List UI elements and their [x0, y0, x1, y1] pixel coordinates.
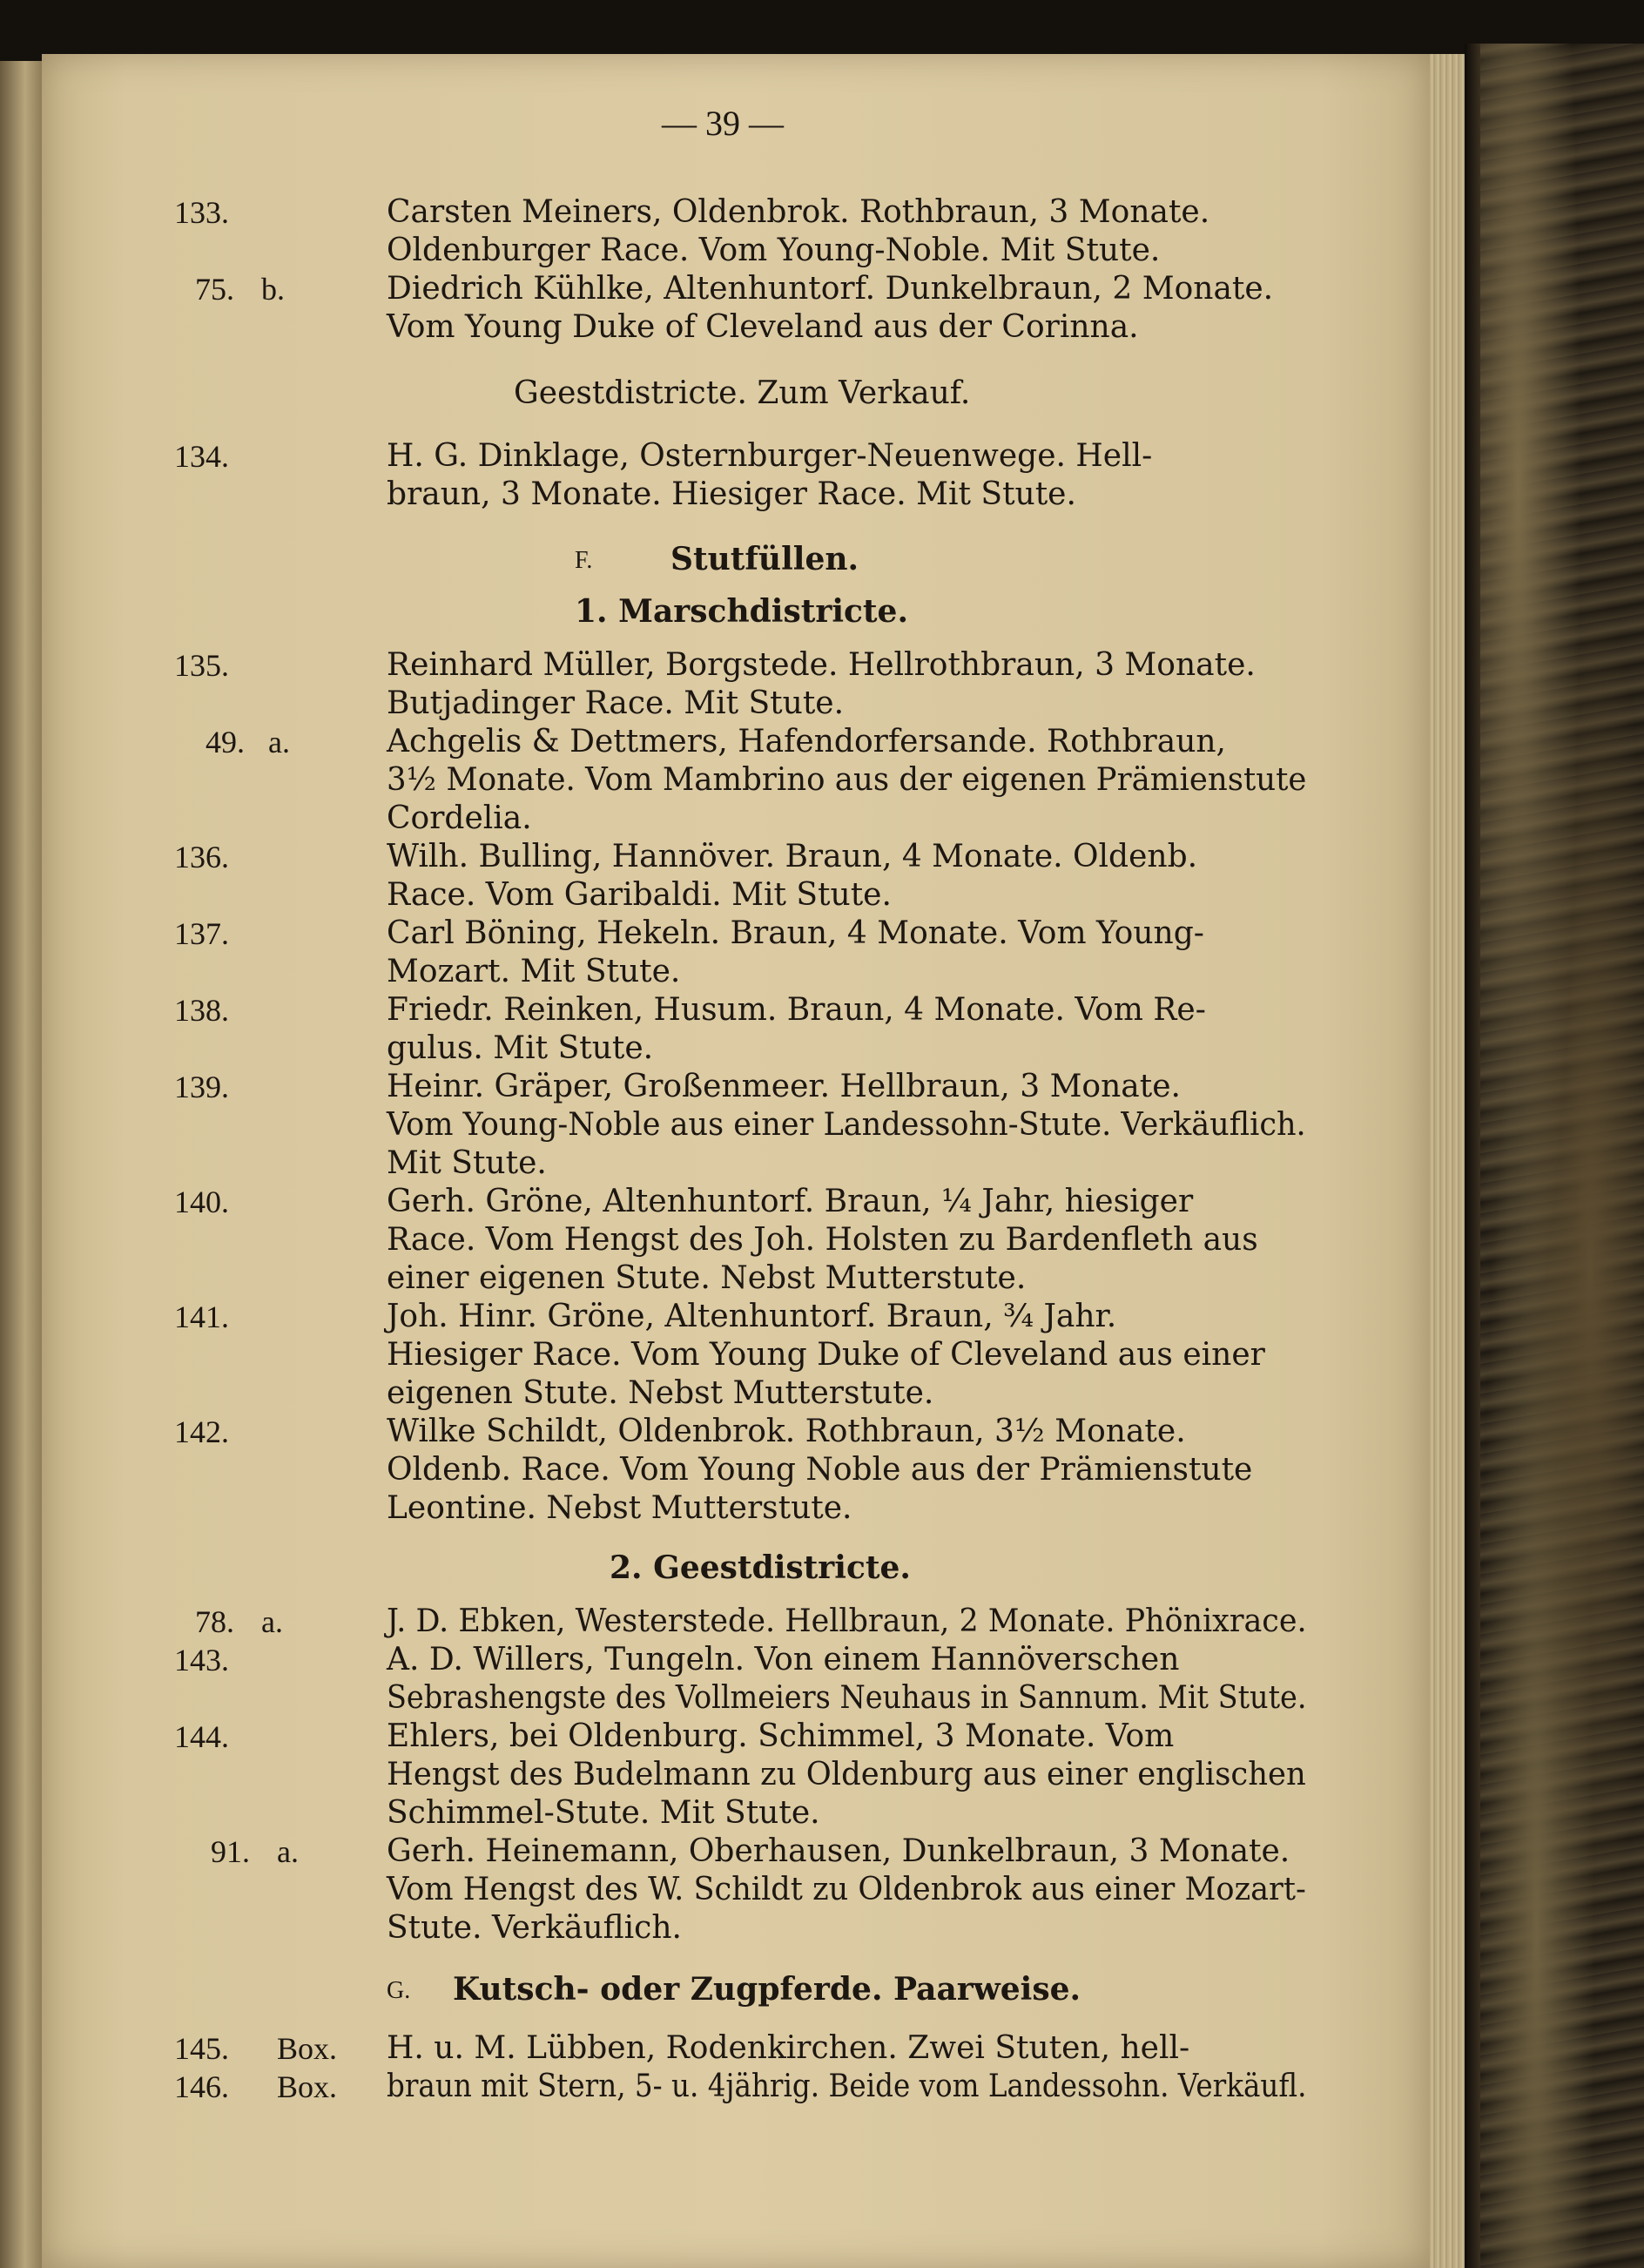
entry-line: J. D. Ebken, Westerstede. Hellbraun, 2 Monate. Phönixrace. [387, 1603, 1307, 1639]
cover-edge [1465, 44, 1480, 2268]
entry-line: Race. Vom Hengst des Joh. Holsten zu Bardenfleth aus [387, 1222, 1258, 1258]
section-letter: F. [575, 547, 593, 574]
entry-line: Mozart. Mit Stute. [387, 954, 681, 989]
entry-line: 3½ Monate. Vom Mambrino aus der eigenen Prämienstute [387, 762, 1307, 798]
entry-line: Joh. Hinr. Gröne, Altenhuntorf. Braun, ¾ Jahr. [387, 1299, 1117, 1334]
entry-line: Cordelia. [387, 800, 532, 836]
entry-line: Wilh. Bulling, Hannöver. Braun, 4 Monate. Oldenb. [387, 839, 1198, 874]
entry-line: Carl Böning, Hekeln. Braun, 4 Monate. Vom Young- [387, 915, 1204, 951]
entry-suffix: Box. [277, 2069, 338, 2104]
entry-line: Wilke Schildt, Oldenbrok. Rothbraun, 3½ Monate. [387, 1414, 1186, 1449]
entry-suffix: a. [268, 725, 290, 759]
entry-number: 137. [174, 916, 229, 951]
entry-line: Gerh. Heinemann, Oberhausen, Dunkelbraun, 3 Monate. [387, 1833, 1290, 1869]
entry-number: 146. [174, 2069, 229, 2104]
left-page-edge [0, 61, 42, 2268]
entry-line: H. u. M. Lübben, Rodenkirchen. Zwei Stuten, hell- [387, 2030, 1190, 2066]
entry-number: 140. [174, 1185, 229, 1219]
entry-number: 144. [174, 1719, 229, 1754]
entry-line: H. G. Dinklage, Osternburger-Neuenwege. Hell- [387, 438, 1153, 474]
entry-line: Stute. Verkäuflich. [387, 1910, 682, 1946]
page-number: — 39 — [662, 104, 784, 143]
entry-line: Oldenburger Race. Vom Young-Noble. Mit Stute. [387, 233, 1161, 268]
subsection-heading: 2. Geestdistricte. [610, 1549, 911, 1586]
entry-line: Sebrashengste des Vollmeiers Neuhaus in Sannum. Mit Stute. [387, 1680, 1307, 1716]
entry-line: Oldenb. Race. Vom Young Noble aus der Prämienstute [387, 1452, 1253, 1488]
entry-number: 133. [174, 195, 229, 230]
entry-line: Mit Stute. [387, 1145, 547, 1181]
entry-line: Vom Young Duke of Cleveland aus der Corinna. [387, 309, 1139, 345]
entry-line: Gerh. Gröne, Altenhuntorf. Braun, ¼ Jahr, hiesiger [387, 1184, 1194, 1219]
entry-line: braun mit Stern, 5- u. 4jährig. Beide vom Landessohn. Verkäufl. [387, 2069, 1307, 2104]
entry-number: 145. [174, 2031, 229, 2066]
section-heading: Geestdistricte. Zum Verkauf. [514, 375, 971, 411]
entry-line: Schimmel-Stute. Mit Stute. [387, 1795, 820, 1831]
entry-line: Vom Hengst des W. Schildt zu Oldenbrok aus einer Mozart- [387, 1872, 1306, 1907]
entry-line: Race. Vom Garibaldi. Mit Stute. [387, 877, 892, 913]
entry-number: 139. [174, 1070, 229, 1104]
entry-line: Ehlers, bei Oldenburg. Schimmel, 3 Monate. Vom [387, 1718, 1175, 1754]
section-letter: G. [387, 1977, 411, 2004]
entry-number: 78. [195, 1604, 234, 1639]
marbled-cover [1465, 44, 1644, 2268]
entry-line: Butjadinger Race. Mit Stute. [387, 685, 845, 721]
entry-number: 91. [211, 1834, 250, 1869]
entry-number: 141. [174, 1299, 229, 1334]
entry-line: Vom Young-Noble aus einer Landessohn-Stute. Verkäuflich. [387, 1107, 1306, 1143]
entry-line: Diedrich Kühlke, Altenhuntorf. Dunkelbraun, 2 Monate. [387, 271, 1274, 307]
entry-number: 136. [174, 840, 229, 874]
entry-line: Heinr. Gräper, Großenmeer. Hellbraun, 3 Monate. [387, 1069, 1181, 1104]
scan-top-background [0, 0, 1644, 61]
entry-line: Carsten Meiners, Oldenbrok. Rothbraun, 3 Monate. [387, 194, 1210, 230]
entry-line: braun, 3 Monate. Hiesiger Race. Mit Stute. [387, 476, 1076, 512]
entry-number: 143. [174, 1643, 229, 1677]
entry-line: A. D. Willers, Tungeln. Von einem Hannöverschen [387, 1642, 1180, 1677]
entry-line: Hengst des Budelmann zu Oldenburg aus einer englischen [387, 1757, 1306, 1792]
subsection-heading: 1. Marschdistricte. [575, 593, 908, 630]
entry-line: Leontine. Nebst Mutterstute. [387, 1490, 852, 1526]
entry-suffix: Box. [277, 2031, 338, 2066]
page-stack-edges [1430, 54, 1465, 2268]
entry-line: gulus. Mit Stute. [387, 1030, 654, 1066]
entry-line: Friedr. Reinken, Husum. Braun, 4 Monate. Vom Re- [387, 992, 1206, 1028]
entry-number: 135. [174, 648, 229, 683]
entry-line: eigenen Stute. Nebst Mutterstute. [387, 1375, 934, 1411]
entry-line: einer eigenen Stute. Nebst Mutterstute. [387, 1260, 1027, 1296]
entry-line: Hiesiger Race. Vom Young Duke of Cleveland aus einer [387, 1337, 1265, 1373]
section-heading: Stutfüllen. [670, 541, 859, 577]
entry-number: 138. [174, 993, 229, 1028]
section-heading: Kutsch- oder Zugpferde. Paarweise. [453, 1971, 1081, 2008]
entry-suffix: a. [261, 1604, 283, 1639]
entry-suffix: a. [277, 1834, 299, 1869]
entry-number: 142. [174, 1414, 229, 1449]
entry-number: 49. [206, 725, 245, 759]
entry-number: 75. [195, 272, 234, 307]
entry-suffix: b. [261, 272, 285, 307]
entry-number: 134. [174, 439, 229, 474]
entry-line: Achgelis & Dettmers, Hafendorfersande. Rothbraun, [387, 724, 1227, 759]
entry-line: Reinhard Müller, Borgstede. Hellrothbraun, 3 Monate. [387, 647, 1256, 683]
